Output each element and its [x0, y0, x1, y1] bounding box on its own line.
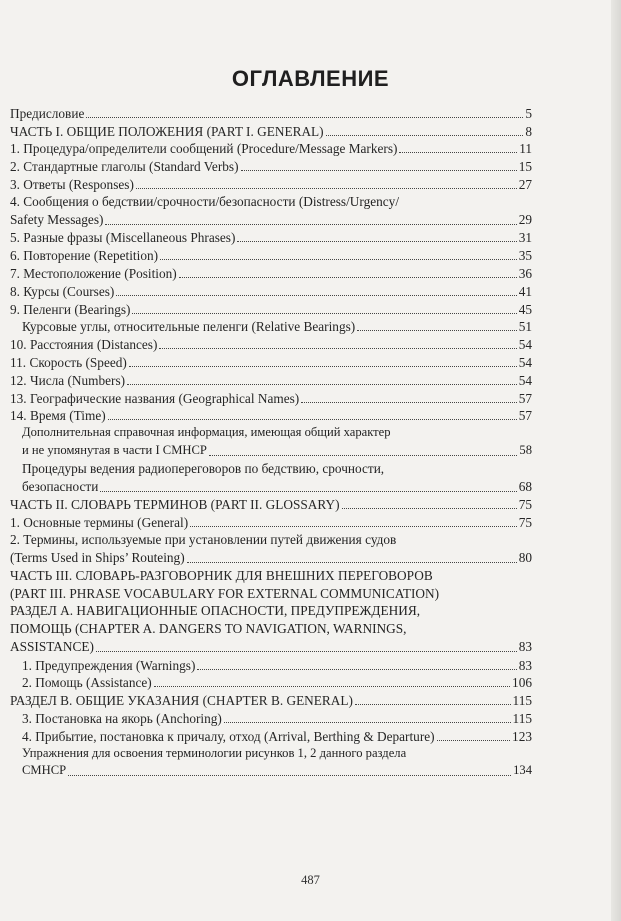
- toc-page-number: 115: [512, 693, 532, 709]
- toc-entry[interactable]: [10, 709, 532, 727]
- toc-page-number: 8: [525, 123, 532, 139]
- toc-entry-title: 11. Скорость (Speed): [10, 354, 127, 370]
- toc-entry[interactable]: [10, 122, 532, 140]
- toc-page-number: 5: [525, 105, 532, 121]
- toc-page-number: 11: [519, 141, 532, 157]
- dot-leader: [190, 526, 517, 527]
- toc-page-number: 57: [518, 390, 532, 406]
- toc-page-number: 51: [518, 319, 532, 335]
- toc-entry-title-line: 2. Термины, используемые при установлении путей движения судов: [10, 532, 397, 548]
- toc-entry-last-line: [22, 762, 532, 780]
- toc-entry-title: 7. Местоположение (Position): [10, 265, 177, 281]
- dot-leader: [105, 224, 516, 225]
- dot-leader: [100, 491, 516, 492]
- toc-entry-title-line: Дополнительная справочная информация, имеющая общий характер: [22, 425, 391, 440]
- dot-leader: [197, 669, 516, 670]
- dot-leader: [86, 117, 523, 118]
- toc-entry[interactable]: [10, 335, 532, 353]
- toc-page-number: 54: [518, 337, 532, 353]
- toc-entry-title-line: (Terms Used in Ships’ Routeing): [10, 549, 185, 565]
- toc-entry[interactable]: [10, 656, 532, 674]
- toc-entry-title-line: СМНСР: [22, 763, 67, 778]
- page-title: ОГЛАВЛЕНИЕ: [231, 66, 390, 91]
- toc-entry-title: 2. Стандартные глаголы (Standard Verbs): [10, 159, 239, 175]
- toc-page-number: 123: [512, 728, 532, 744]
- dot-leader: [159, 348, 516, 349]
- toc-entry-title: 1. Основные термины (General): [10, 515, 189, 531]
- toc-entry[interactable]: [10, 371, 532, 389]
- toc-entry[interactable]: [10, 104, 532, 122]
- toc-page-number: 83: [518, 657, 532, 673]
- dot-leader: [357, 330, 517, 331]
- toc-entry[interactable]: [10, 193, 532, 229]
- toc-page-number: 115: [512, 710, 532, 726]
- toc-entry[interactable]: [10, 389, 532, 407]
- dot-leader: [326, 135, 524, 136]
- toc-page-number: 54: [518, 354, 532, 370]
- dot-leader: [154, 686, 510, 687]
- toc-entry-last-line: [10, 638, 532, 656]
- toc-page-number: 29: [518, 211, 532, 227]
- toc-page-number: 54: [518, 372, 532, 388]
- toc-section-heading[interactable]: [10, 567, 532, 603]
- toc-entry-title: 9. Пеленги (Bearings): [10, 301, 131, 317]
- toc-entry-title-line: Процедуры ведения радиопереговоров по бедствию, срочности,: [22, 460, 385, 476]
- dot-leader: [399, 152, 517, 153]
- toc-entry-title: ЧАСТЬ I. ОБЩИЕ ПОЛОЖЕНИЯ (PART I. GENERAL): [10, 123, 324, 139]
- dot-leader: [301, 402, 517, 403]
- dot-leader: [237, 241, 516, 242]
- toc-page-number: 45: [518, 301, 532, 317]
- toc-entry-title-line: и не упомянутая в части I СМНСР: [22, 443, 207, 458]
- toc-page-number: 57: [518, 408, 532, 424]
- toc-entry-title: 14. Время (Time): [10, 408, 106, 424]
- toc-entry[interactable]: [10, 157, 532, 175]
- dot-leader: [116, 295, 516, 296]
- dot-leader: [108, 419, 517, 420]
- toc-entry-last-line: [22, 478, 532, 496]
- dot-leader: [342, 508, 517, 509]
- toc-entry[interactable]: [10, 602, 532, 655]
- toc-entry-title: 2. Помощь (Assistance): [22, 675, 152, 691]
- page-number: 487: [301, 873, 320, 887]
- toc-entry-title: 1. Предупреждения (Warnings): [22, 657, 196, 673]
- toc-entry-title: ЧАСТЬ II. СЛОВАРЬ ТЕРМИНОВ (PART II. GLOSSARY): [10, 497, 340, 513]
- dot-leader: [127, 384, 517, 385]
- dot-leader: [209, 455, 518, 456]
- toc-entry-title: Курсовые углы, относительные пеленги (Relative Bearings): [22, 319, 356, 335]
- toc-entry-title-line: 4. Сообщения о бедствии/срочности/безопасности (Distress/Urgency/: [10, 193, 400, 209]
- toc-page-number: 134: [513, 763, 532, 778]
- dot-leader: [68, 775, 511, 776]
- toc-entry-title: 5. Разные фразы (Miscellaneous Phrases): [10, 230, 236, 246]
- toc-entry-title: 3. Ответы (Responses): [10, 176, 134, 192]
- dot-leader: [179, 277, 517, 278]
- toc-entry[interactable]: [10, 460, 532, 496]
- dot-leader: [129, 366, 517, 367]
- toc-page-number: 83: [518, 638, 532, 654]
- toc-page-number: 41: [518, 283, 532, 299]
- dot-leader: [355, 704, 511, 705]
- toc-entry-title-line: РАЗДЕЛ А. НАВИГАЦИОННЫЕ ОПАСНОСТИ, ПРЕДУПРЕЖДЕНИЯ,: [10, 603, 421, 619]
- toc-entry-title: 8. Курсы (Courses): [10, 283, 115, 299]
- toc-entry[interactable]: [10, 300, 532, 318]
- toc-entry-last-line: [10, 549, 532, 567]
- toc-page-number: 106: [512, 675, 532, 691]
- toc-entry-title: РАЗДЕЛ В. ОБЩИЕ УКАЗАНИЯ (CHAPTER B. GENERAL): [10, 693, 353, 709]
- toc-entry[interactable]: [10, 229, 532, 247]
- toc-entry-title-line: ASSISTANCE): [10, 638, 94, 654]
- toc-entry[interactable]: [10, 140, 532, 158]
- toc-entry[interactable]: [10, 727, 532, 745]
- toc-entry-title-line: Упражнения для освоения терминологии рисунков 1, 2 данного раздела: [22, 745, 407, 760]
- toc-entry[interactable]: [10, 407, 532, 425]
- table-of-contents: [10, 104, 532, 780]
- toc-page-number: 15: [518, 159, 532, 175]
- dot-leader: [136, 188, 517, 189]
- toc-page-number: 35: [518, 248, 532, 264]
- toc-page-number: 58: [519, 443, 532, 458]
- toc-entry[interactable]: [10, 424, 532, 460]
- toc-entry[interactable]: [10, 318, 532, 336]
- toc-entry-title: 4. Прибытие, постановка к причалу, отход (Arrival, Berthing & Departure): [22, 728, 435, 744]
- toc-entry[interactable]: [10, 691, 532, 709]
- toc-page-number: 27: [518, 176, 532, 192]
- page-edge-shadow: [611, 0, 621, 921]
- toc-page-number: 68: [518, 478, 532, 494]
- toc-entry-title: Предисловие: [10, 105, 85, 121]
- toc-entry-title: 10. Расстояния (Distances): [10, 337, 158, 353]
- toc-entry-title-line: Safety Messages): [10, 211, 104, 227]
- toc-entry[interactable]: [10, 246, 532, 264]
- toc-entry[interactable]: [10, 496, 532, 514]
- toc-entry[interactable]: [10, 264, 532, 282]
- toc-page-number: 75: [518, 515, 532, 531]
- dot-leader: [132, 313, 516, 314]
- toc-entry-title: 12. Числа (Numbers): [10, 372, 126, 388]
- toc-page-number: 31: [518, 230, 532, 246]
- dot-leader: [224, 722, 511, 723]
- toc-page-number: 80: [518, 549, 532, 565]
- toc-entry-title: 3. Постановка на якорь (Anchoring): [22, 710, 222, 726]
- toc-entry-last-line: [22, 442, 532, 460]
- toc-heading-line: ЧАСТЬ III. СЛОВАРЬ-РАЗГОВОРНИК ДЛЯ ВНЕШНИХ ПЕРЕГОВОРОВ: [10, 567, 433, 583]
- toc-page-number: 75: [518, 497, 532, 513]
- toc-entry[interactable]: [10, 674, 532, 692]
- toc-entry-last-line: [10, 211, 532, 229]
- dot-leader: [187, 562, 517, 563]
- toc-entry[interactable]: [10, 513, 532, 531]
- toc-entry-title: 6. Повторение (Repetition): [10, 248, 159, 264]
- toc-entry-title-line: ПОМОЩЬ (CHAPTER A. DANGERS TO NAVIGATION, WARNINGS,: [10, 621, 407, 637]
- toc-page-number: 36: [518, 265, 532, 281]
- toc-entry[interactable]: [10, 353, 532, 371]
- toc-entry-title: 13. Географические названия (Geographical Names): [10, 390, 300, 406]
- toc-entry[interactable]: [10, 531, 532, 567]
- toc-entry-title-line: безопасности: [22, 478, 99, 494]
- toc-entry[interactable]: [10, 175, 532, 193]
- toc-entry-title: 1. Процедура/определители сообщений (Procedure/Message Markers): [10, 141, 398, 157]
- dot-leader: [437, 740, 510, 741]
- toc-entry[interactable]: [10, 745, 532, 781]
- dot-leader: [96, 651, 517, 652]
- dot-leader: [160, 259, 517, 260]
- dot-leader: [241, 170, 517, 171]
- toc-entry[interactable]: [10, 282, 532, 300]
- toc-heading-line: (PART III. PHRASE VOCABULARY FOR EXTERNAL COMMUNICATION): [10, 585, 440, 601]
